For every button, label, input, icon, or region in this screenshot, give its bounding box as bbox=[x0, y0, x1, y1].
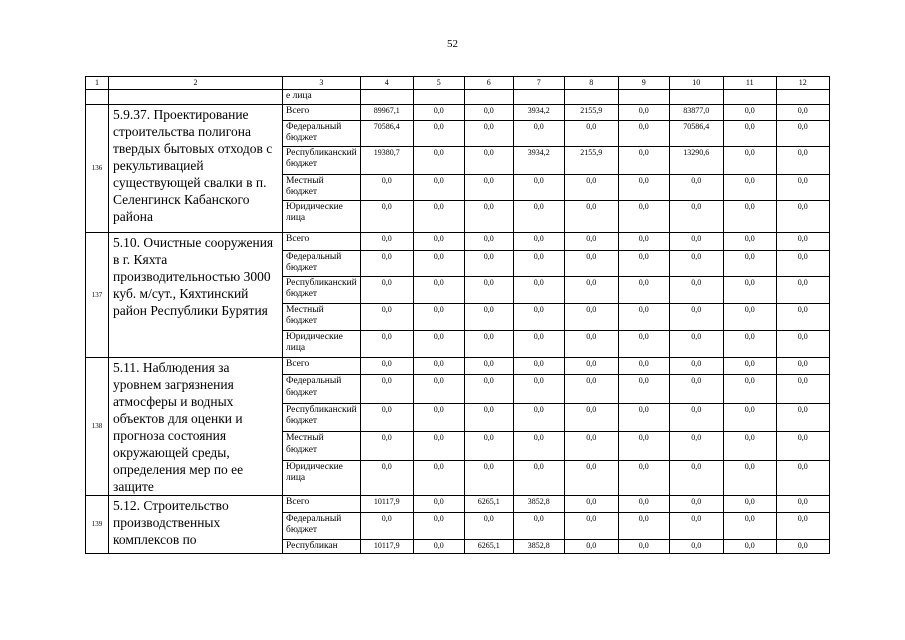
measure-name: 5.11. Наблюдения за уровнем загрязнения атмосферы и водных объектов для оценки и прогноза состояния окружающей среды, определения мер по ее защите bbox=[109, 357, 283, 495]
header-row bbox=[86, 77, 830, 90]
value-cell: 0,0 bbox=[618, 512, 669, 539]
value-cell: 0,0 bbox=[464, 174, 513, 200]
value-cell: 0,0 bbox=[723, 276, 776, 303]
value-cell: 0,0 bbox=[413, 512, 464, 539]
value-cell: 0,0 bbox=[464, 250, 513, 276]
funding-source: Республиканский бюджет bbox=[283, 403, 361, 431]
empty-cell bbox=[360, 90, 413, 105]
value-cell: 0,0 bbox=[669, 250, 723, 276]
value-cell: 0,0 bbox=[564, 539, 618, 554]
table-row bbox=[86, 357, 830, 375]
row-index: 138 bbox=[86, 357, 109, 495]
value-cell: 0,0 bbox=[618, 146, 669, 174]
value-cell: 0,0 bbox=[464, 276, 513, 303]
value-cell: 0,0 bbox=[360, 232, 413, 250]
value-cell: 0,0 bbox=[564, 303, 618, 330]
value-cell: 0,0 bbox=[413, 357, 464, 375]
column-header: 9 bbox=[618, 77, 669, 90]
value-cell: 0,0 bbox=[776, 539, 829, 554]
row-index: 137 bbox=[86, 232, 109, 357]
value-cell: 0,0 bbox=[413, 146, 464, 174]
value-cell: 0,0 bbox=[513, 303, 564, 330]
empty-cell bbox=[776, 90, 829, 105]
funding-source: Всего bbox=[283, 104, 361, 120]
value-cell: 0,0 bbox=[413, 104, 464, 120]
value-cell: 0,0 bbox=[669, 495, 723, 512]
value-cell: 0,0 bbox=[776, 403, 829, 431]
value-cell: 0,0 bbox=[413, 495, 464, 512]
value-cell: 0,0 bbox=[618, 432, 669, 460]
column-header: 8 bbox=[564, 77, 618, 90]
value-cell: 0,0 bbox=[413, 432, 464, 460]
value-cell: 0,0 bbox=[360, 375, 413, 403]
funding-source: Местный бюджет bbox=[283, 303, 361, 330]
value-cell: 0,0 bbox=[413, 200, 464, 232]
value-cell: 0,0 bbox=[360, 460, 413, 495]
value-cell: 0,0 bbox=[360, 432, 413, 460]
empty-cell bbox=[464, 90, 513, 105]
value-cell: 0,0 bbox=[564, 460, 618, 495]
value-cell: 2155,9 bbox=[564, 104, 618, 120]
value-cell: 0,0 bbox=[513, 276, 564, 303]
value-cell: 0,0 bbox=[413, 174, 464, 200]
funding-source: Республиканский бюджет bbox=[283, 146, 361, 174]
value-cell: 0,0 bbox=[360, 200, 413, 232]
column-header: 4 bbox=[360, 77, 413, 90]
value-cell: 0,0 bbox=[513, 375, 564, 403]
value-cell: 0,0 bbox=[513, 120, 564, 146]
value-cell: 0,0 bbox=[564, 174, 618, 200]
value-cell: 0,0 bbox=[618, 539, 669, 554]
empty-cell bbox=[513, 90, 564, 105]
value-cell: 0,0 bbox=[669, 460, 723, 495]
value-cell: 0,0 bbox=[776, 200, 829, 232]
value-cell: 0,0 bbox=[413, 403, 464, 431]
value-cell: 0,0 bbox=[360, 276, 413, 303]
value-cell: 0,0 bbox=[723, 375, 776, 403]
empty-cell bbox=[86, 90, 109, 105]
budget-table bbox=[85, 76, 830, 554]
measure-name: 5.9.37. Проектирование строительства полигона твердых бытовых отходов с рекультивацией существующей свалки в п. Селенгинск Кабанского района bbox=[109, 104, 283, 232]
value-cell: 0,0 bbox=[618, 403, 669, 431]
value-cell: 0,0 bbox=[564, 357, 618, 375]
value-cell: 0,0 bbox=[564, 403, 618, 431]
value-cell: 0,0 bbox=[669, 303, 723, 330]
value-cell: 0,0 bbox=[513, 200, 564, 232]
column-header: 7 bbox=[513, 77, 564, 90]
value-cell: 0,0 bbox=[723, 232, 776, 250]
value-cell: 0,0 bbox=[513, 460, 564, 495]
funding-source: Всего bbox=[283, 232, 361, 250]
empty-cell bbox=[109, 90, 283, 105]
value-cell: 0,0 bbox=[669, 174, 723, 200]
funding-source: Юридические лица bbox=[283, 460, 361, 495]
value-cell: 0,0 bbox=[723, 539, 776, 554]
value-cell: 0,0 bbox=[564, 495, 618, 512]
column-header: 6 bbox=[464, 77, 513, 90]
funding-source: Местный бюджет bbox=[283, 174, 361, 200]
value-cell: 0,0 bbox=[723, 357, 776, 375]
row-index: 136 bbox=[86, 104, 109, 232]
value-cell: 0,0 bbox=[669, 403, 723, 431]
empty-cell bbox=[723, 90, 776, 105]
funding-source: Республиканский бюджет bbox=[283, 276, 361, 303]
value-cell: 3934,2 bbox=[513, 104, 564, 120]
value-cell: 70586,4 bbox=[360, 120, 413, 146]
value-cell: 0,0 bbox=[723, 495, 776, 512]
column-header: 10 bbox=[669, 77, 723, 90]
value-cell: 0,0 bbox=[669, 276, 723, 303]
value-cell: 0,0 bbox=[564, 330, 618, 357]
funding-source: Всего bbox=[283, 495, 361, 512]
value-cell: 0,0 bbox=[723, 460, 776, 495]
funding-source: Юридические лица bbox=[283, 200, 361, 232]
value-cell: 0,0 bbox=[669, 232, 723, 250]
value-cell: 0,0 bbox=[564, 120, 618, 146]
value-cell: 0,0 bbox=[464, 460, 513, 495]
value-cell: 0,0 bbox=[776, 357, 829, 375]
value-cell: 0,0 bbox=[513, 232, 564, 250]
value-cell: 0,0 bbox=[723, 403, 776, 431]
value-cell: 0,0 bbox=[723, 120, 776, 146]
value-cell: 0,0 bbox=[776, 250, 829, 276]
value-cell: 0,0 bbox=[723, 330, 776, 357]
value-cell: 0,0 bbox=[723, 146, 776, 174]
value-cell: 0,0 bbox=[564, 276, 618, 303]
value-cell: 0,0 bbox=[464, 200, 513, 232]
value-cell: 6265,1 bbox=[464, 495, 513, 512]
table-row bbox=[86, 104, 830, 120]
value-cell: 10117,9 bbox=[360, 495, 413, 512]
value-cell: 0,0 bbox=[464, 104, 513, 120]
funding-source: Федеральный бюджет bbox=[283, 250, 361, 276]
value-cell: 0,0 bbox=[618, 120, 669, 146]
value-cell: 0,0 bbox=[776, 432, 829, 460]
value-cell: 0,0 bbox=[564, 375, 618, 403]
value-cell: 0,0 bbox=[360, 330, 413, 357]
value-cell: 0,0 bbox=[776, 512, 829, 539]
value-cell: 0,0 bbox=[464, 512, 513, 539]
source-cell: е лица bbox=[283, 90, 361, 105]
value-cell: 0,0 bbox=[618, 303, 669, 330]
value-cell: 0,0 bbox=[360, 174, 413, 200]
value-cell: 0,0 bbox=[669, 539, 723, 554]
value-cell: 0,0 bbox=[513, 357, 564, 375]
value-cell: 0,0 bbox=[776, 174, 829, 200]
value-cell: 0,0 bbox=[618, 357, 669, 375]
value-cell: 0,0 bbox=[669, 200, 723, 232]
value-cell: 0,0 bbox=[413, 460, 464, 495]
value-cell: 0,0 bbox=[723, 174, 776, 200]
value-cell: 0,0 bbox=[669, 432, 723, 460]
value-cell: 0,0 bbox=[564, 512, 618, 539]
value-cell: 0,0 bbox=[723, 250, 776, 276]
value-cell: 3934,2 bbox=[513, 146, 564, 174]
value-cell: 0,0 bbox=[723, 303, 776, 330]
value-cell: 0,0 bbox=[513, 512, 564, 539]
funding-source: Всего bbox=[283, 357, 361, 375]
value-cell: 0,0 bbox=[360, 303, 413, 330]
value-cell: 0,0 bbox=[618, 250, 669, 276]
value-cell: 0,0 bbox=[360, 512, 413, 539]
table-row bbox=[86, 495, 830, 512]
value-cell: 0,0 bbox=[776, 120, 829, 146]
value-cell: 0,0 bbox=[618, 104, 669, 120]
value-cell: 0,0 bbox=[413, 120, 464, 146]
value-cell: 0,0 bbox=[564, 200, 618, 232]
value-cell: 0,0 bbox=[360, 403, 413, 431]
table-row bbox=[86, 232, 830, 250]
empty-cell bbox=[564, 90, 618, 105]
value-cell: 0,0 bbox=[513, 174, 564, 200]
value-cell: 0,0 bbox=[723, 512, 776, 539]
row-index: 139 bbox=[86, 495, 109, 554]
value-cell: 0,0 bbox=[413, 250, 464, 276]
value-cell: 0,0 bbox=[618, 330, 669, 357]
value-cell: 0,0 bbox=[776, 232, 829, 250]
measure-name: 5.10. Очистные сооружения в г. Кяхта производительностью 3000 куб. м/сут., Кяхтинский район Республики Бурятия bbox=[109, 232, 283, 357]
value-cell: 0,0 bbox=[669, 512, 723, 539]
value-cell: 0,0 bbox=[776, 276, 829, 303]
value-cell: 0,0 bbox=[776, 104, 829, 120]
funding-source: Местный бюджет bbox=[283, 432, 361, 460]
value-cell: 0,0 bbox=[618, 232, 669, 250]
value-cell: 0,0 bbox=[564, 432, 618, 460]
value-cell: 0,0 bbox=[723, 200, 776, 232]
value-cell: 0,0 bbox=[776, 330, 829, 357]
value-cell: 70586,4 bbox=[669, 120, 723, 146]
value-cell: 0,0 bbox=[564, 250, 618, 276]
value-cell: 0,0 bbox=[513, 250, 564, 276]
value-cell: 0,0 bbox=[464, 357, 513, 375]
value-cell: 0,0 bbox=[618, 375, 669, 403]
value-cell: 0,0 bbox=[618, 276, 669, 303]
value-cell: 6265,1 bbox=[464, 539, 513, 554]
value-cell: 3852,8 bbox=[513, 539, 564, 554]
value-cell: 0,0 bbox=[464, 120, 513, 146]
value-cell: 0,0 bbox=[464, 375, 513, 403]
value-cell: 0,0 bbox=[413, 330, 464, 357]
value-cell: 0,0 bbox=[413, 375, 464, 403]
funding-source: Федеральный бюджет bbox=[283, 512, 361, 539]
funding-source: Федеральный бюджет bbox=[283, 120, 361, 146]
value-cell: 0,0 bbox=[618, 200, 669, 232]
value-cell: 13290,6 bbox=[669, 146, 723, 174]
funding-source: Федеральный бюджет bbox=[283, 375, 361, 403]
value-cell: 0,0 bbox=[669, 375, 723, 403]
column-header: 3 bbox=[283, 77, 361, 90]
value-cell: 0,0 bbox=[669, 330, 723, 357]
value-cell: 10117,9 bbox=[360, 539, 413, 554]
value-cell: 0,0 bbox=[464, 330, 513, 357]
empty-cell bbox=[669, 90, 723, 105]
value-cell: 19380,7 bbox=[360, 146, 413, 174]
value-cell: 0,0 bbox=[776, 303, 829, 330]
page-number: 52 bbox=[447, 38, 458, 50]
funding-source: Республикан bbox=[283, 539, 361, 554]
value-cell: 0,0 bbox=[669, 357, 723, 375]
continuation-row bbox=[86, 90, 830, 105]
value-cell: 0,0 bbox=[618, 460, 669, 495]
value-cell: 0,0 bbox=[723, 104, 776, 120]
column-header: 2 bbox=[109, 77, 283, 90]
value-cell: 0,0 bbox=[723, 432, 776, 460]
value-cell: 0,0 bbox=[464, 303, 513, 330]
value-cell: 0,0 bbox=[413, 303, 464, 330]
value-cell: 0,0 bbox=[513, 330, 564, 357]
value-cell: 0,0 bbox=[513, 432, 564, 460]
measure-name: 5.12. Строительство производственных комплексов по bbox=[109, 495, 283, 554]
value-cell: 3852,8 bbox=[513, 495, 564, 512]
value-cell: 0,0 bbox=[776, 146, 829, 174]
column-header: 11 bbox=[723, 77, 776, 90]
empty-cell bbox=[618, 90, 669, 105]
column-header: 5 bbox=[413, 77, 464, 90]
value-cell: 0,0 bbox=[464, 432, 513, 460]
value-cell: 2155,9 bbox=[564, 146, 618, 174]
empty-cell bbox=[413, 90, 464, 105]
value-cell: 0,0 bbox=[464, 232, 513, 250]
value-cell: 0,0 bbox=[413, 539, 464, 554]
value-cell: 0,0 bbox=[413, 276, 464, 303]
value-cell: 0,0 bbox=[618, 495, 669, 512]
value-cell: 0,0 bbox=[360, 250, 413, 276]
value-cell: 0,0 bbox=[464, 403, 513, 431]
value-cell: 89967,1 bbox=[360, 104, 413, 120]
value-cell: 0,0 bbox=[618, 174, 669, 200]
column-header: 1 bbox=[86, 77, 109, 90]
funding-source: Юридические лица bbox=[283, 330, 361, 357]
value-cell: 0,0 bbox=[360, 357, 413, 375]
value-cell: 0,0 bbox=[776, 495, 829, 512]
value-cell: 0,0 bbox=[464, 146, 513, 174]
value-cell: 0,0 bbox=[776, 460, 829, 495]
value-cell: 0,0 bbox=[413, 232, 464, 250]
value-cell: 83877,0 bbox=[669, 104, 723, 120]
value-cell: 0,0 bbox=[564, 232, 618, 250]
column-header: 12 bbox=[776, 77, 829, 90]
value-cell: 0,0 bbox=[513, 403, 564, 431]
value-cell: 0,0 bbox=[776, 375, 829, 403]
